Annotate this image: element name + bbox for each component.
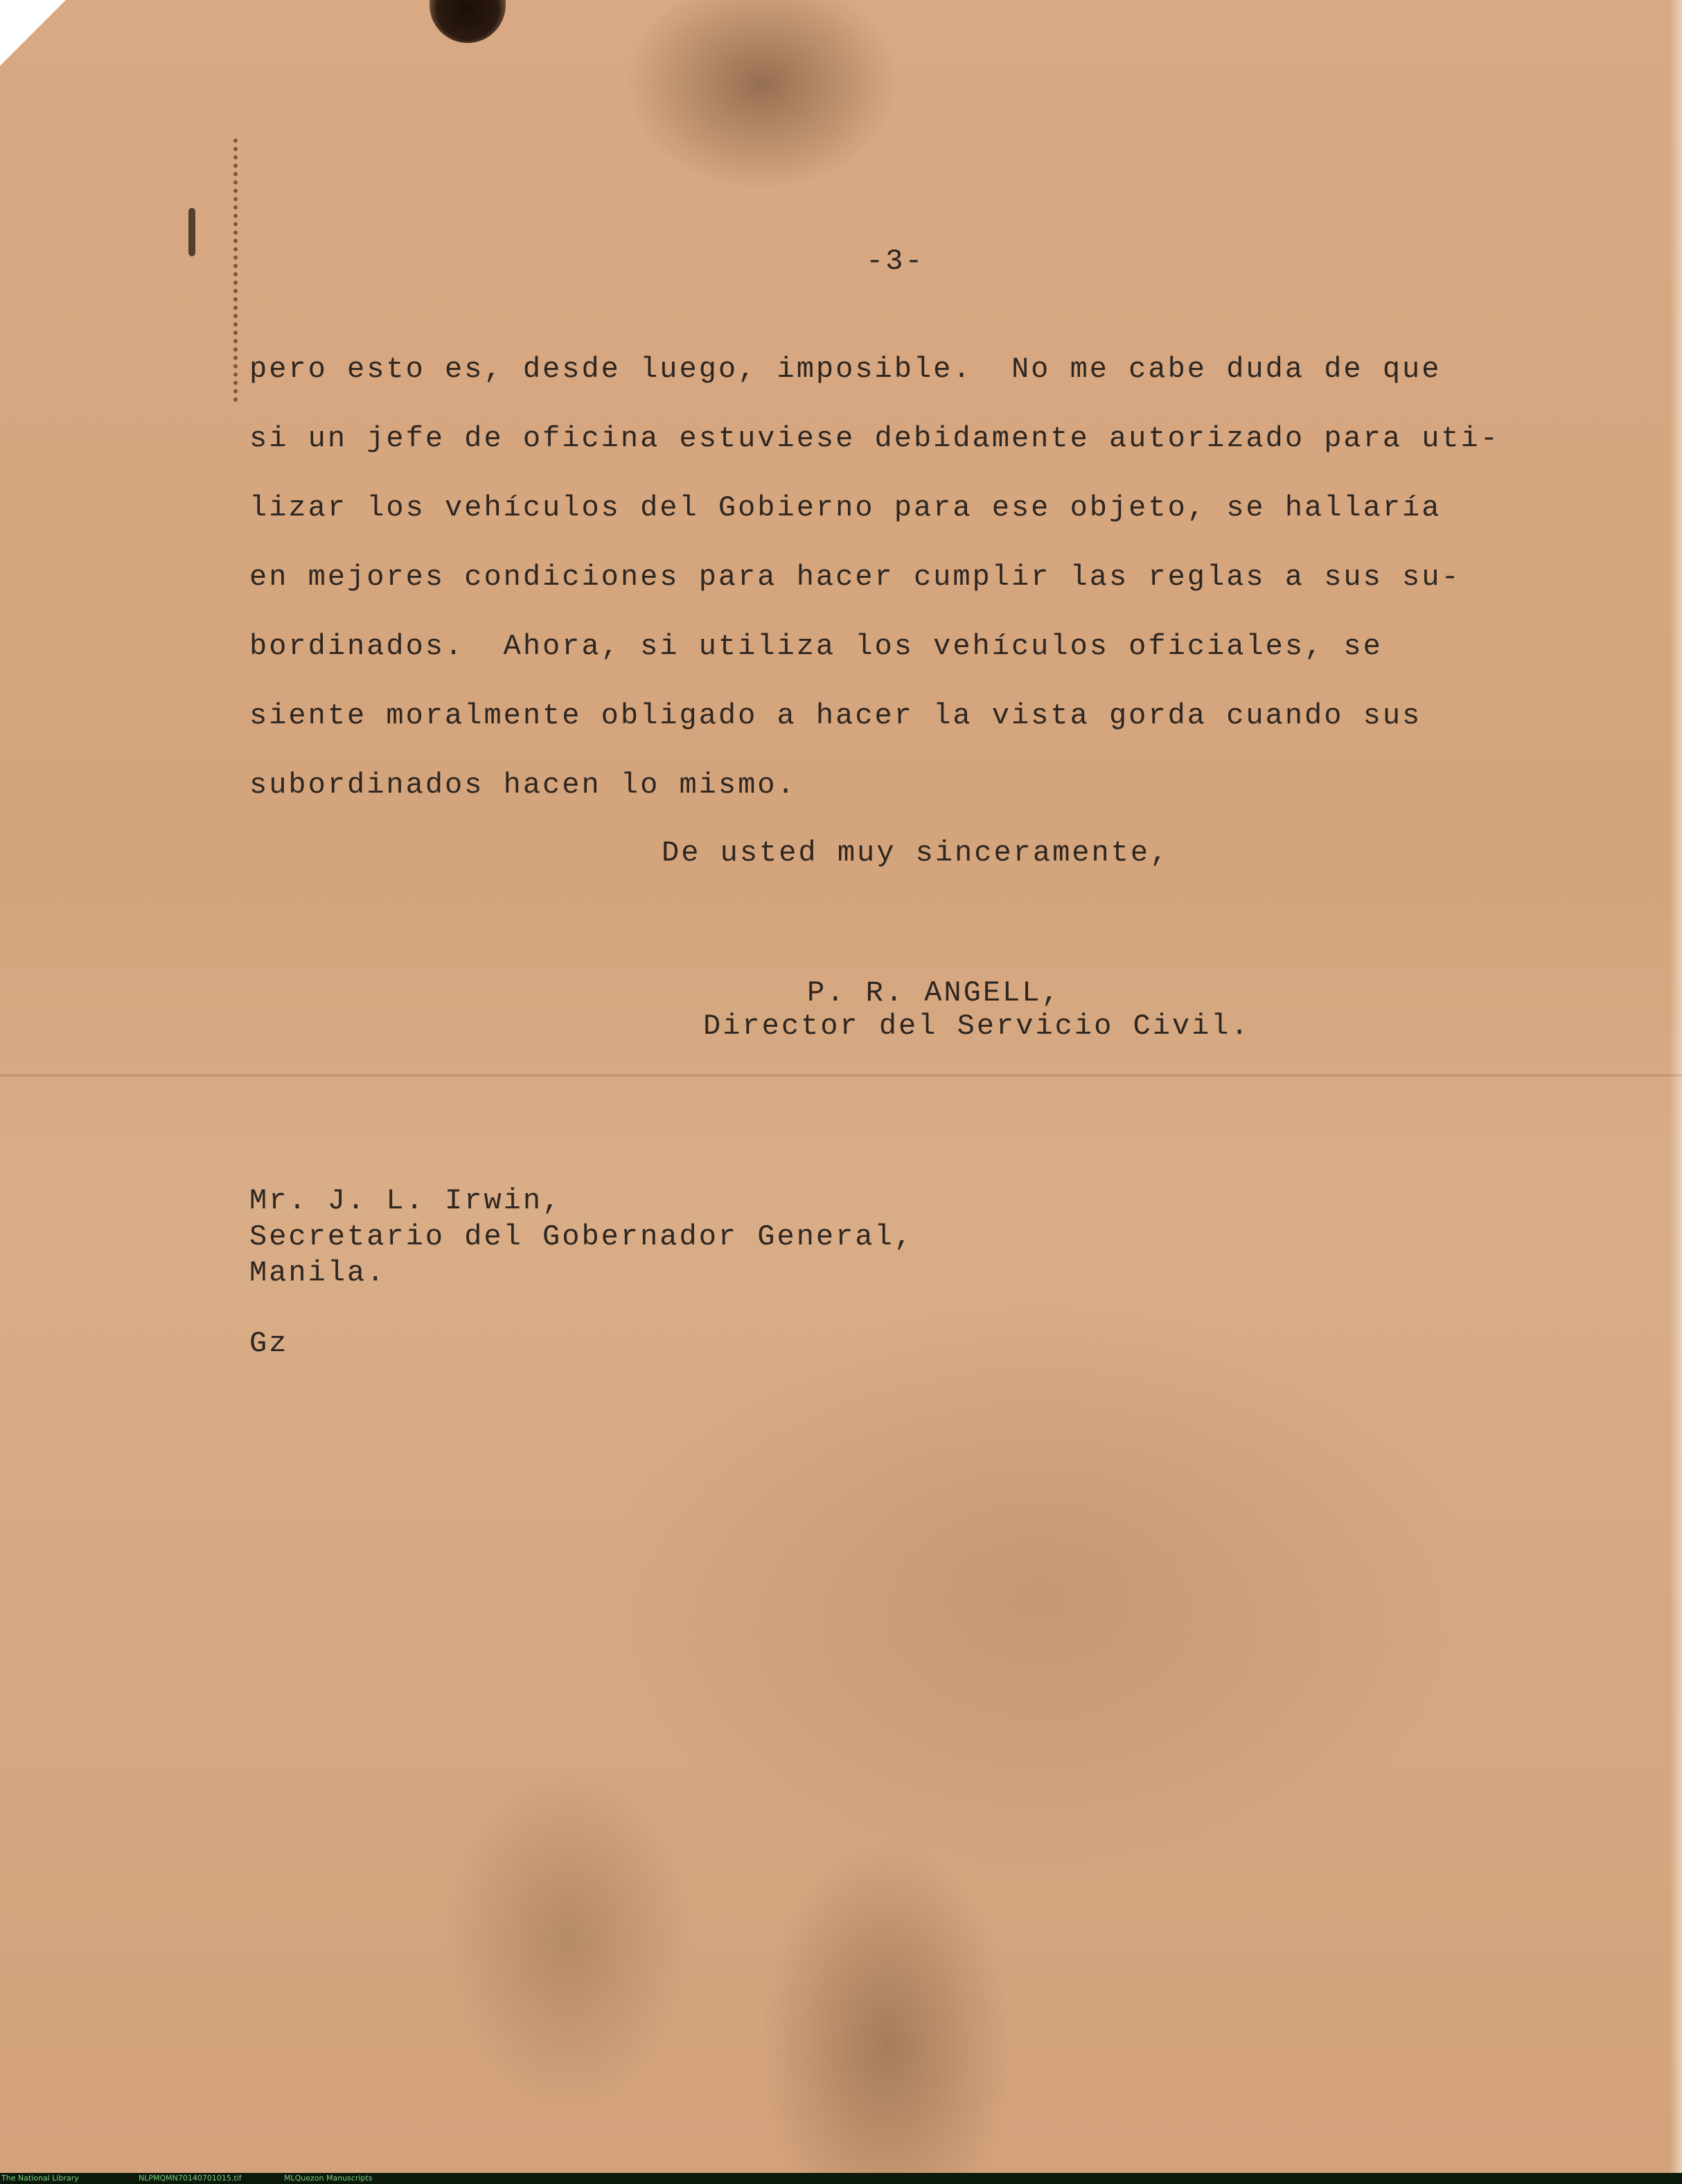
page-number: -3- — [866, 245, 925, 278]
closing-salutation: De usted muy sinceramente, — [662, 836, 1170, 870]
addressee-name: Mr. J. L. Irwin, — [249, 1184, 563, 1217]
margin-pencil-marks — [182, 139, 244, 416]
typist-initials: Gz — [249, 1327, 289, 1360]
footer-library: The National Library — [1, 2174, 79, 2183]
margin-stroke — [188, 208, 195, 256]
body-line: si un jefe de oficina estuviese debidamente autorizado para uti- — [249, 422, 1500, 455]
punch-hole — [430, 0, 506, 43]
body-line: subordinados hacen lo mismo. — [249, 768, 797, 802]
footer-collection: MLQuezon Manuscripts — [284, 2174, 373, 2183]
folded-corner — [0, 0, 66, 66]
archive-footer — [0, 2173, 1682, 2184]
fold-crease — [0, 1074, 1682, 1077]
dotted-margin-line — [233, 139, 238, 402]
signature-name: P. R. ANGELL, — [807, 976, 1061, 1010]
addressee-city: Manila. — [249, 1256, 387, 1289]
body-line: siente moralmente obligado a hacer la vista gorda cuando sus — [249, 699, 1422, 732]
addressee-title: Secretario del Gobernador General, — [249, 1220, 914, 1253]
body-line: pero esto es, desde luego, imposible. No me cabe duda de que — [249, 353, 1442, 386]
body-line: en mejores condiciones para hacer cumplir las reglas a sus su- — [249, 561, 1461, 594]
body-line: lizar los vehículos del Gobierno para ese objeto, se hallaría — [249, 491, 1442, 525]
body-line: bordinados. Ahora, si utiliza los vehículos oficiales, se — [249, 630, 1383, 663]
signature-title: Director del Servicio Civil. — [703, 1010, 1250, 1043]
page-edge — [1670, 0, 1682, 2173]
footer-file-id: NLPMQMN70140701015.tif — [139, 2174, 242, 2183]
